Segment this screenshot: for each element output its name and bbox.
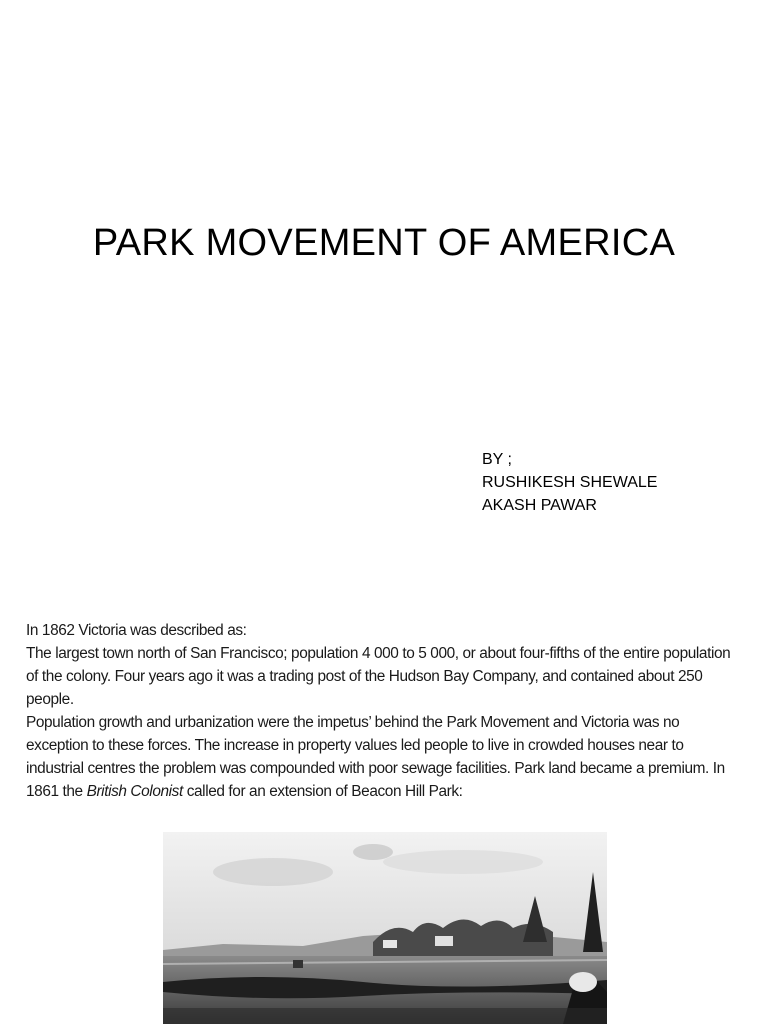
byline	[482, 448, 657, 517]
main-paragraph	[26, 711, 742, 803]
historical-photo	[163, 832, 607, 1024]
main-paragraph-lead: Population growth and urbanization were the impetus’ behind the Park Movement and Victoria was no exception to these forces. The increase in property values led people to live in crowded houses near to industrial centres the problem was compounded with poor sewage facilities. Park land became a premium. In 1861 the	[26, 714, 725, 800]
slide-title: PARK MOVEMENT OF AMERICA	[92, 222, 676, 264]
author-name: RUSHIKESH SHEWALE	[482, 474, 658, 491]
quote-paragraph: The largest town north of San Francisco; population 4 000 to 5 000, or about four-fifths of the entire population of the colony. Four years ago it was a trading post of the Hudson Bay Company, and contained about 250 people.	[26, 645, 731, 708]
author-name: AKASH PAWAR	[482, 497, 597, 514]
newspaper-name: British Colonist	[86, 783, 183, 800]
byline-label: BY ;	[482, 451, 512, 468]
body-text	[26, 619, 742, 803]
intro-line: In 1862 Victoria was described as:	[26, 622, 247, 639]
main-paragraph-tail: called for an extension of Beacon Hill Park:	[182, 783, 463, 800]
